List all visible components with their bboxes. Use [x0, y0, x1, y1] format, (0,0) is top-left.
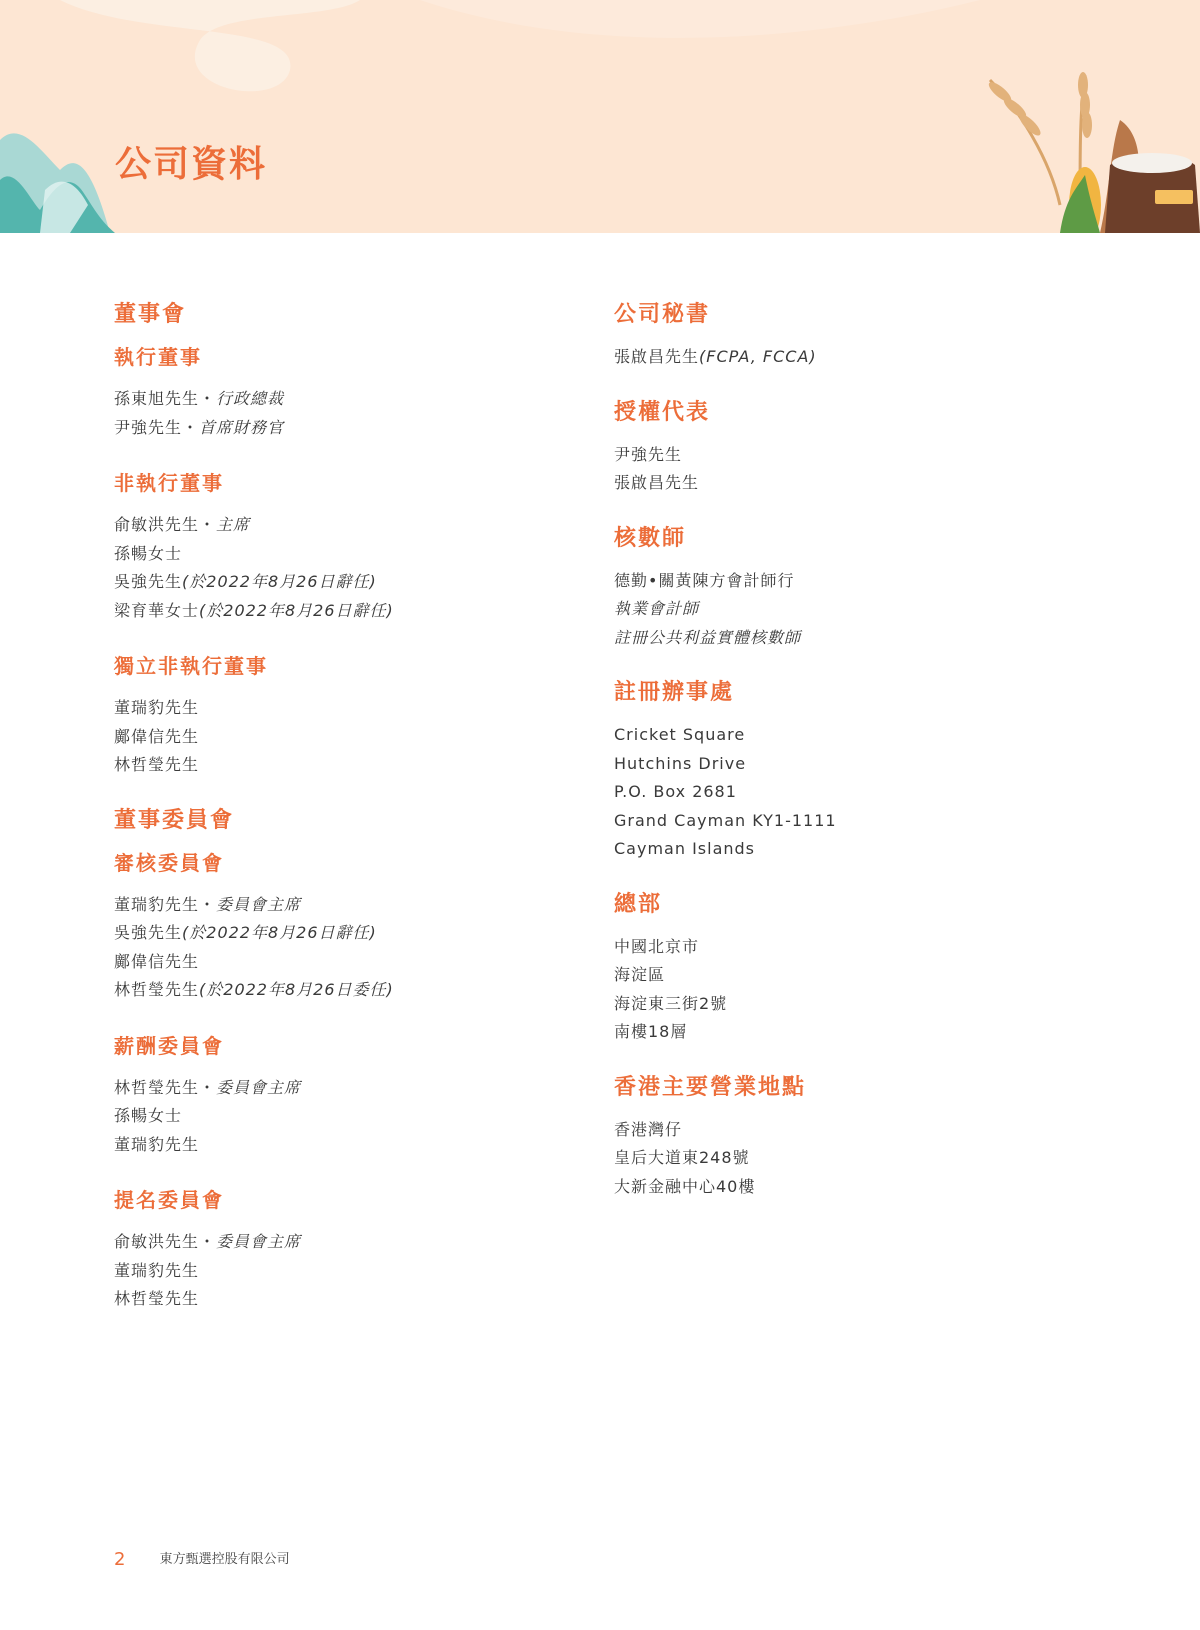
list-item: 董瑞豹先生: [114, 698, 200, 717]
list-item: 執業會計師: [614, 599, 700, 618]
list-item: 董瑞豹先生・委員會主席: [114, 894, 302, 914]
list-item: 張啟昌先生: [614, 473, 700, 492]
nomination-committee-heading: 提名委員會: [114, 1188, 224, 1212]
list-item: 皇后大道東248號: [614, 1148, 750, 1167]
list-item: Hutchins Drive: [614, 753, 747, 773]
page-header-banner: [0, 0, 1200, 233]
non-executive-directors-heading: 非執行董事: [114, 471, 224, 495]
header-decoration: [0, 0, 1200, 233]
list-item: P.O. Box 2681: [614, 782, 737, 801]
list-item: 中國北京市: [614, 936, 700, 956]
list-item: 俞敏洪先生・委員會主席: [114, 1232, 302, 1251]
rice-top: [1112, 153, 1192, 173]
list-item: 孫暢女士: [114, 543, 183, 563]
auditor-heading: 核數師: [614, 525, 687, 551]
list-item: 孫暢女士: [114, 1106, 183, 1125]
list-item: 鄺偉信先生: [114, 726, 200, 746]
list-item: 尹強先生・首席財務官: [114, 417, 285, 437]
page-title: 公司資料: [115, 144, 268, 185]
remuneration-committee-heading: 薪酬委員會: [114, 1033, 224, 1058]
list-item: 尹強先生: [614, 444, 683, 464]
audit-committee-list: [114, 891, 554, 1005]
list-item: Grand Cayman KY1-1111: [614, 810, 837, 830]
committees-heading: 董事委員會: [114, 807, 235, 833]
independent-directors-list: [114, 694, 554, 780]
non-executive-directors-list: [114, 511, 554, 625]
auditor-list: [614, 567, 1094, 653]
headquarters-heading: 總部: [614, 891, 663, 917]
wheat-grain-icon: [986, 72, 1092, 138]
list-item: 南樓18層: [614, 1022, 688, 1041]
list-item: 德勤•關黃陳方會計師行: [614, 570, 795, 590]
left-column: [114, 300, 554, 1314]
hk-office-heading: 香港主要營業地點: [614, 1074, 807, 1100]
list-item: 俞敏洪先生・主席: [114, 515, 251, 534]
list-item: 梁育華女士(於2022年8月26日辭任): [114, 600, 394, 620]
company-name: 東方甄選控股有限公司: [159, 1552, 290, 1567]
sack-label: [1155, 190, 1193, 204]
swoosh-shape: [60, 0, 360, 91]
board-heading: 董事會: [114, 302, 187, 327]
headquarters-list: [614, 933, 1094, 1047]
list-item: 註冊公共利益實體核數師: [614, 627, 802, 647]
list-item: Cricket Square: [614, 725, 746, 744]
list-item: 吳強先生(於2022年8月26日辭任): [114, 572, 377, 591]
list-item: Cayman Islands: [614, 839, 755, 858]
list-item: 孫東旭先生・行政總裁: [114, 389, 285, 408]
registered-office-heading: 註冊辦事處: [614, 680, 735, 705]
page-footer: [114, 1548, 290, 1570]
list-item: 海淀東三街2號: [614, 993, 728, 1013]
list-item: 海淀區: [614, 965, 666, 984]
list-item: 林哲瑩先生(於2022年8月26日委任): [114, 980, 394, 999]
list-item: 林哲瑩先生: [114, 755, 200, 774]
authorized-reps-heading: 授權代表: [614, 399, 711, 425]
swoosh-shape-2: [420, 0, 980, 38]
list-item: 董瑞豹先生: [114, 1134, 200, 1154]
list-item: 香港灣仔: [614, 1119, 683, 1139]
right-column: [614, 300, 1094, 1201]
page-number: 2: [114, 1549, 126, 1570]
list-item: 大新金融中心40樓: [614, 1176, 756, 1196]
company-secretary-heading: 公司秘書: [614, 302, 711, 327]
company-secretary-list: [614, 343, 1094, 372]
list-item: 林哲瑩先生: [114, 1289, 200, 1308]
list-item: 吳強先生(於2022年8月26日辭任): [114, 923, 377, 942]
list-item: 林哲瑩先生・委員會主席: [114, 1077, 302, 1097]
independent-directors-heading: 獨立非執行董事: [114, 654, 268, 678]
executive-directors-list: [114, 385, 554, 442]
authorized-reps-list: [614, 441, 1094, 498]
audit-committee-heading: 審核委員會: [114, 850, 224, 875]
remuneration-committee-list: [114, 1074, 554, 1160]
list-item: 董瑞豹先生: [114, 1260, 200, 1280]
nomination-committee-list: [114, 1228, 554, 1314]
registered-office-list: [614, 721, 1094, 864]
list-item: 張啟昌先生(FCPA, FCCA): [614, 347, 817, 366]
executive-directors-heading: 執行董事: [114, 345, 202, 369]
list-item: 鄺偉信先生: [114, 951, 200, 971]
hk-office-list: [614, 1116, 1094, 1202]
